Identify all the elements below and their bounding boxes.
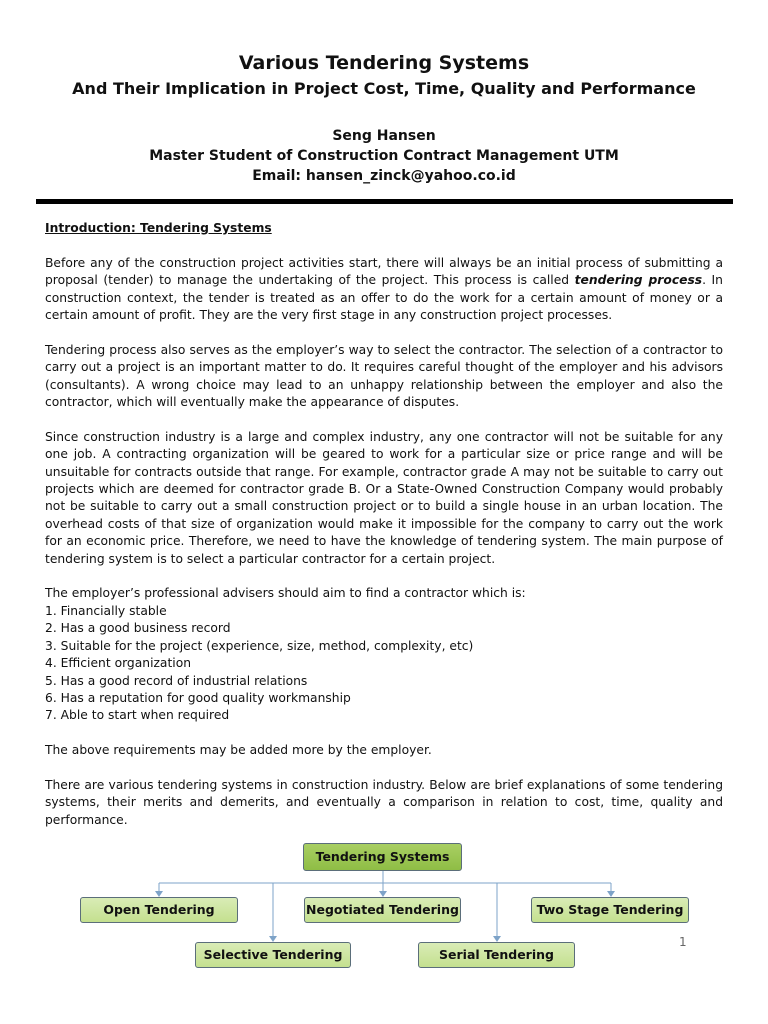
list-item: 6. Has a reputation for good quality workmanship: [45, 690, 351, 705]
paragraph-1-emphasis: tendering process: [574, 273, 703, 288]
body-text: [45, 220, 723, 829]
paragraph-2: Tendering process also serves as the employer’s way to select the contractor. The selection of a contractor to carry out a project is an important matter to do. It requires careful thought of the employer and his advisors (consultants). A wrong choice may lead to an unhappy relationship between the employer and also the contractor, which will eventually make the appearance of disputes.: [45, 342, 723, 410]
list-item: 5. Has a good record of industrial relations: [45, 673, 308, 688]
paragraph-3: Since construction industry is a large and complex industry, any one contractor will not be suitable for any one job. A contracting organization will be geared to work for a particular size or price range and will be unsuitable for contracts outside that range. For example, contractor grade A may not be suitable to carry out projects which are deemed for contractor grade B. Or a State-Owned Construction Company would probably not be suitable to carry out a small construction project or to build a single house in an urban location. The overhead costs of that size of organization would make it impossible for the company to carry out the work for an economic price. Therefore, we need to have the knowledge of tendering system. The main purpose of tendering system is to select a particular contractor for a certain project.: [45, 429, 723, 566]
list-item: 1. Financially stable: [45, 603, 167, 618]
list-item: 3. Suitable for the project (experience, size, method, complexity, etc): [45, 638, 474, 653]
paragraph-4: The above requirements may be added more by the employer.: [45, 743, 432, 758]
diagram-node-selective-tendering: Selective Tendering: [195, 942, 351, 968]
section-heading: Introduction: Tendering Systems: [45, 221, 272, 235]
author-name: Seng Hansen: [332, 128, 436, 144]
diagram-node-negotiated-tendering: Negotiated Tendering: [304, 897, 461, 923]
paragraph-1-text-b: . In construction context, the tender is treated as an offer to do the work for a certain amount of money or a certain amount of profit. They are the very first stage in any construction project processes.: [45, 273, 723, 323]
requirements-list: [45, 603, 723, 725]
document-subtitle: And Their Implication in Project Cost, Time, Quality and Performance: [72, 79, 696, 98]
diagram-root-node: Tendering Systems: [303, 843, 462, 871]
list-item: 7. Able to start when required: [45, 708, 230, 723]
page-number: 1: [679, 935, 687, 949]
paragraph-1-text-a: Before any of the construction project activities start, there will always be an initial process of submitting a proposal (tender) to manage the undertaking of the project. This process is called: [45, 255, 723, 288]
header-divider: [36, 199, 733, 204]
requirements-lead: The employer’s professional advisers should aim to find a contractor which is:: [45, 586, 526, 601]
list-item: 2. Has a good business record: [45, 621, 231, 636]
author-affiliation: Master Student of Construction Contract Management UTM: [149, 148, 619, 164]
diagram-node-serial-tendering: Serial Tendering: [418, 942, 575, 968]
author-email: Email: hansen_zinck@yahoo.co.id: [252, 168, 516, 184]
document-title: Various Tendering Systems: [238, 52, 530, 74]
diagram-node-two-stage-tendering: Two Stage Tendering: [531, 897, 689, 923]
list-item: 4. Efficient organization: [45, 656, 192, 671]
paragraph-1: [45, 255, 723, 325]
diagram-node-open-tendering: Open Tendering: [80, 897, 238, 923]
paragraph-5: There are various tendering systems in construction industry. Below are brief explanations of some tendering systems, their merits and demerits, and eventually a comparison in relation to cost, time, quality and performance.: [45, 777, 723, 827]
